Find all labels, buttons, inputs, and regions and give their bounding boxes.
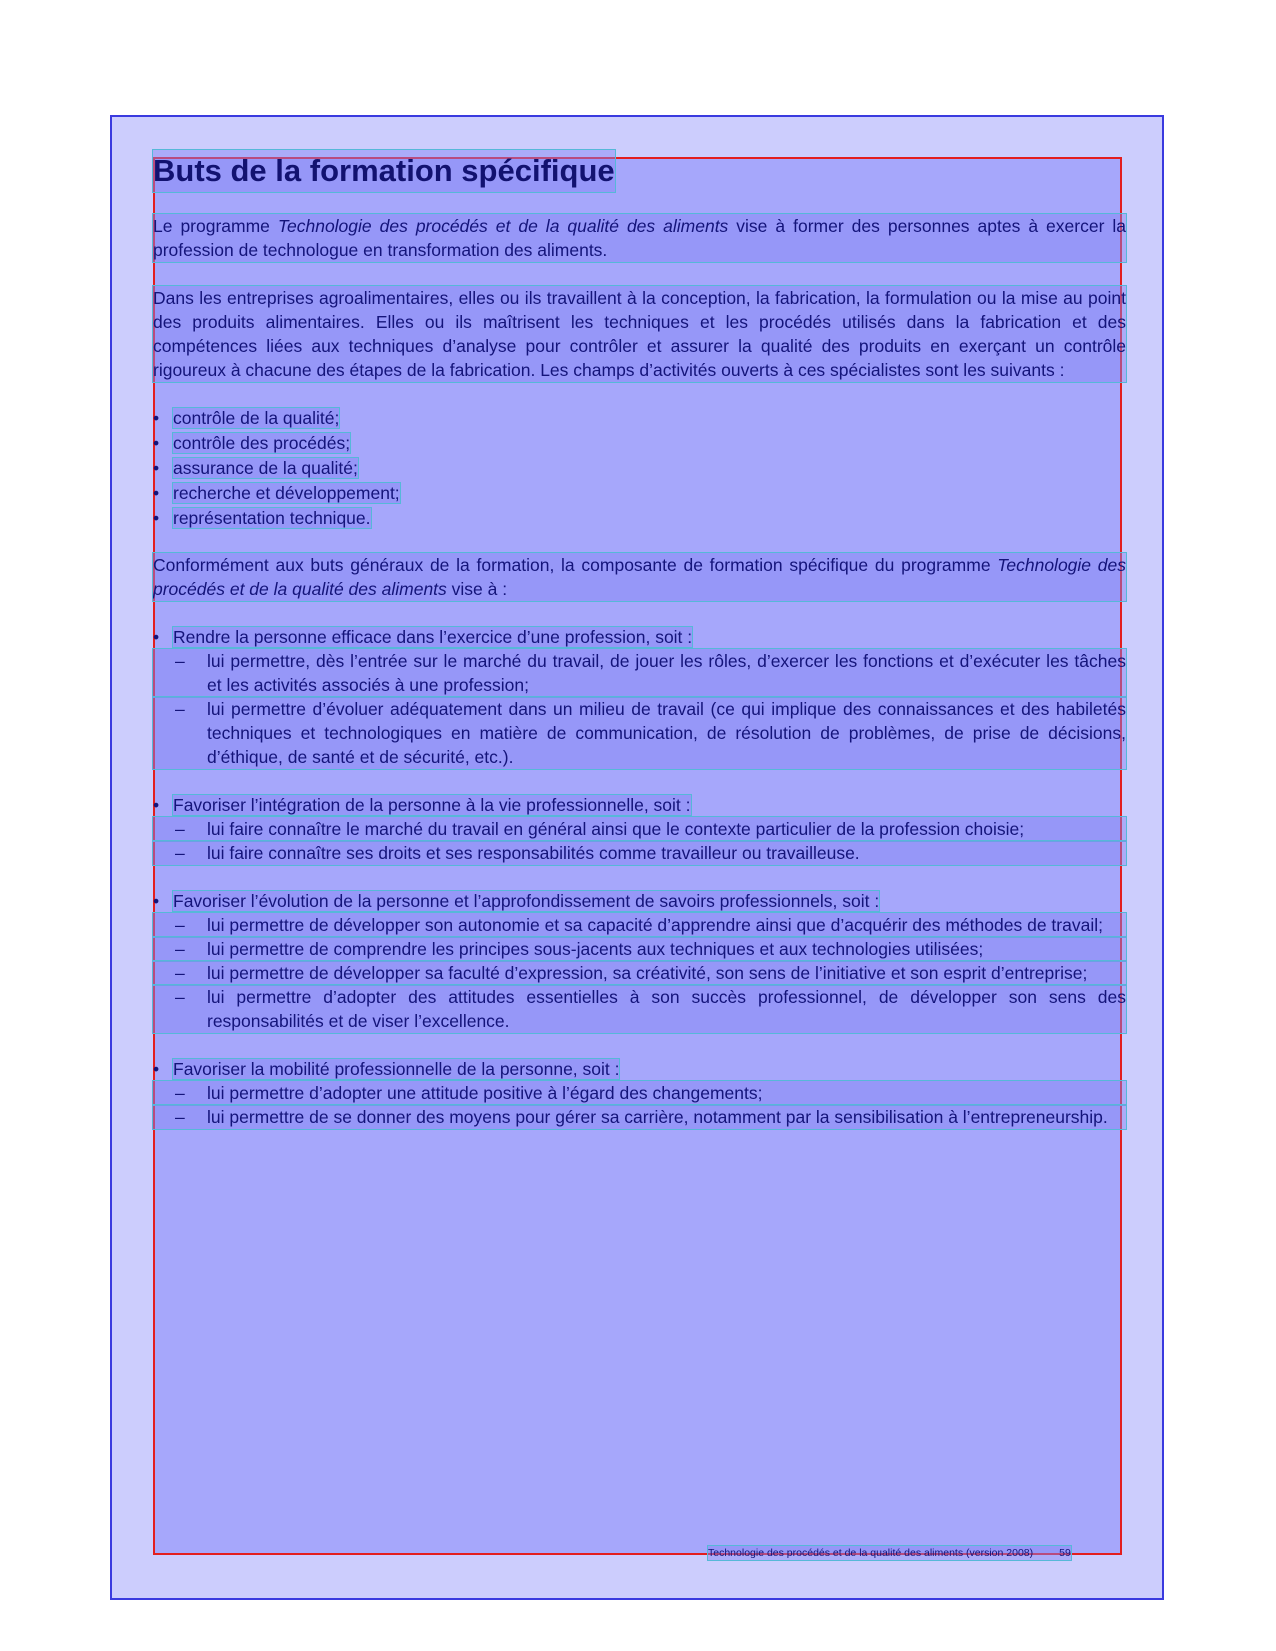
dash-icon: –	[175, 819, 185, 839]
list-item: • assurance de la qualité;	[153, 456, 1126, 481]
dash-icon: –	[175, 1107, 185, 1127]
dash-icon: –	[175, 987, 185, 1007]
conformity-text-before: Conformément aux buts généraux de la formation, la composante de formation spécifique du programme	[153, 555, 998, 575]
conformity-paragraph	[153, 553, 1126, 601]
page-footer	[708, 1546, 1071, 1560]
intro-paragraph	[153, 214, 1126, 262]
list-item: – lui permettre de se donner des moyens pour gérer sa carrière, notamment par la sensibilisation à l’entrepreneurship.	[153, 1105, 1126, 1129]
goal-section	[153, 889, 1126, 1033]
list-item: • contrôle de la qualité;	[153, 406, 1126, 431]
bullet-icon: •	[153, 627, 160, 647]
list-item: – lui permettre d’adopter une attitude positive à l’égard des changements;	[153, 1081, 1126, 1105]
bullet-icon: •	[153, 795, 160, 815]
intro-text-before: Le programme	[153, 216, 278, 236]
list-item: – lui faire connaître le marché du travail en général ainsi que le contexte particulier de la profession choisie;	[153, 817, 1126, 841]
list-item: – lui permettre d’évoluer adéquatement dans un milieu de travail (ce qui implique des connaissances et des habiletés techniques et technologiques en matière de communication, de résolution de problèmes, de prise de décisions, d’éthique, de santé et de sécurité, etc.).	[153, 697, 1126, 769]
dash-icon: –	[175, 963, 185, 983]
list-item: – lui faire connaître ses droits et ses responsabilités comme travailleur ou travailleuse.	[153, 841, 1126, 865]
footer-text: Technologie des procédés et de la qualité des aliments (version 2008)	[708, 1547, 1034, 1559]
page-number: 59	[1059, 1547, 1071, 1559]
list-item: – lui permettre de développer sa faculté d’expression, sa créativité, son sens de l’initiative et son esprit d’entreprise;	[153, 961, 1126, 985]
list-item: – lui permettre de comprendre les principes sous-jacents aux techniques et aux technologies utilisées;	[153, 937, 1126, 961]
goal-section	[153, 793, 1126, 865]
list-item: • contrôle des procédés;	[153, 431, 1126, 456]
goal-items	[153, 649, 1126, 769]
list-item: – lui permettre, dès l’entrée sur le marché du travail, de jouer les rôles, d’exercer les fonctions et d’exécuter les tâches et les activités associés à une profession;	[153, 649, 1126, 697]
dash-icon: –	[175, 915, 185, 935]
page-title: Buts de la formation spécifique	[153, 150, 615, 192]
context-paragraph: Dans les entreprises agroalimentaires, elles ou ils travaillent à la conception, la fabrication, la formulation ou la mise au point des produits alimentaires. Elles ou ils maîtrisent les techniques et les procédés utilisés dans la fabrication et des compétences liées aux techniques d’analyse pour contrôler et assurer la qualité des produits en exerçant un contrôle rigoureux à chacune des étapes de la fabrication. Les champs d’activités ouverts à ces spécialistes sont les suivants :	[153, 288, 1126, 380]
program-name: Technologie des procédés et de la qualité des aliments	[153, 555, 1126, 599]
activity-fields-list	[153, 406, 1126, 531]
bullet-icon: •	[153, 1059, 160, 1079]
goal-items	[153, 1081, 1126, 1129]
goal-section	[153, 1057, 1126, 1129]
goal-heading: • Favoriser la mobilité professionnelle de la personne, soit :	[153, 1059, 620, 1079]
goal-items	[153, 817, 1126, 865]
goal-heading: • Favoriser l’intégration de la personne à la vie professionnelle, soit :	[153, 795, 691, 815]
list-item: • représentation technique.	[153, 506, 1126, 531]
dash-icon: –	[175, 1083, 185, 1103]
list-item: – lui permettre de développer son autonomie et sa capacité d’apprendre ainsi que d’acquérir des méthodes de travail;	[153, 913, 1126, 937]
goal-heading: • Rendre la personne efficace dans l’exercice d’une profession, soit :	[153, 627, 693, 647]
dash-icon: –	[175, 651, 185, 671]
document-body	[153, 150, 1126, 1129]
conformity-text-after: vise à :	[446, 579, 508, 599]
goal-items	[153, 913, 1126, 1033]
dash-icon: –	[175, 939, 185, 959]
program-name: Technologie des procédés et de la qualité des aliments	[277, 216, 729, 236]
dash-icon: –	[175, 699, 185, 719]
dash-icon: –	[175, 843, 185, 863]
intro-text-after: vise à former des personnes aptes à exercer la profession de technologue en transformation des aliments.	[153, 216, 1126, 260]
goal-heading: • Favoriser l’évolution de la personne et l’approfondissement de savoirs professionnels, soit :	[153, 891, 880, 911]
list-item: – lui permettre d’adopter des attitudes essentielles à son succès professionnel, de développer son sens des responsabilités et de viser l’excellence.	[153, 985, 1126, 1033]
goal-section	[153, 625, 1126, 769]
bullet-icon: •	[153, 891, 160, 911]
list-item: • recherche et développement;	[153, 481, 1126, 506]
